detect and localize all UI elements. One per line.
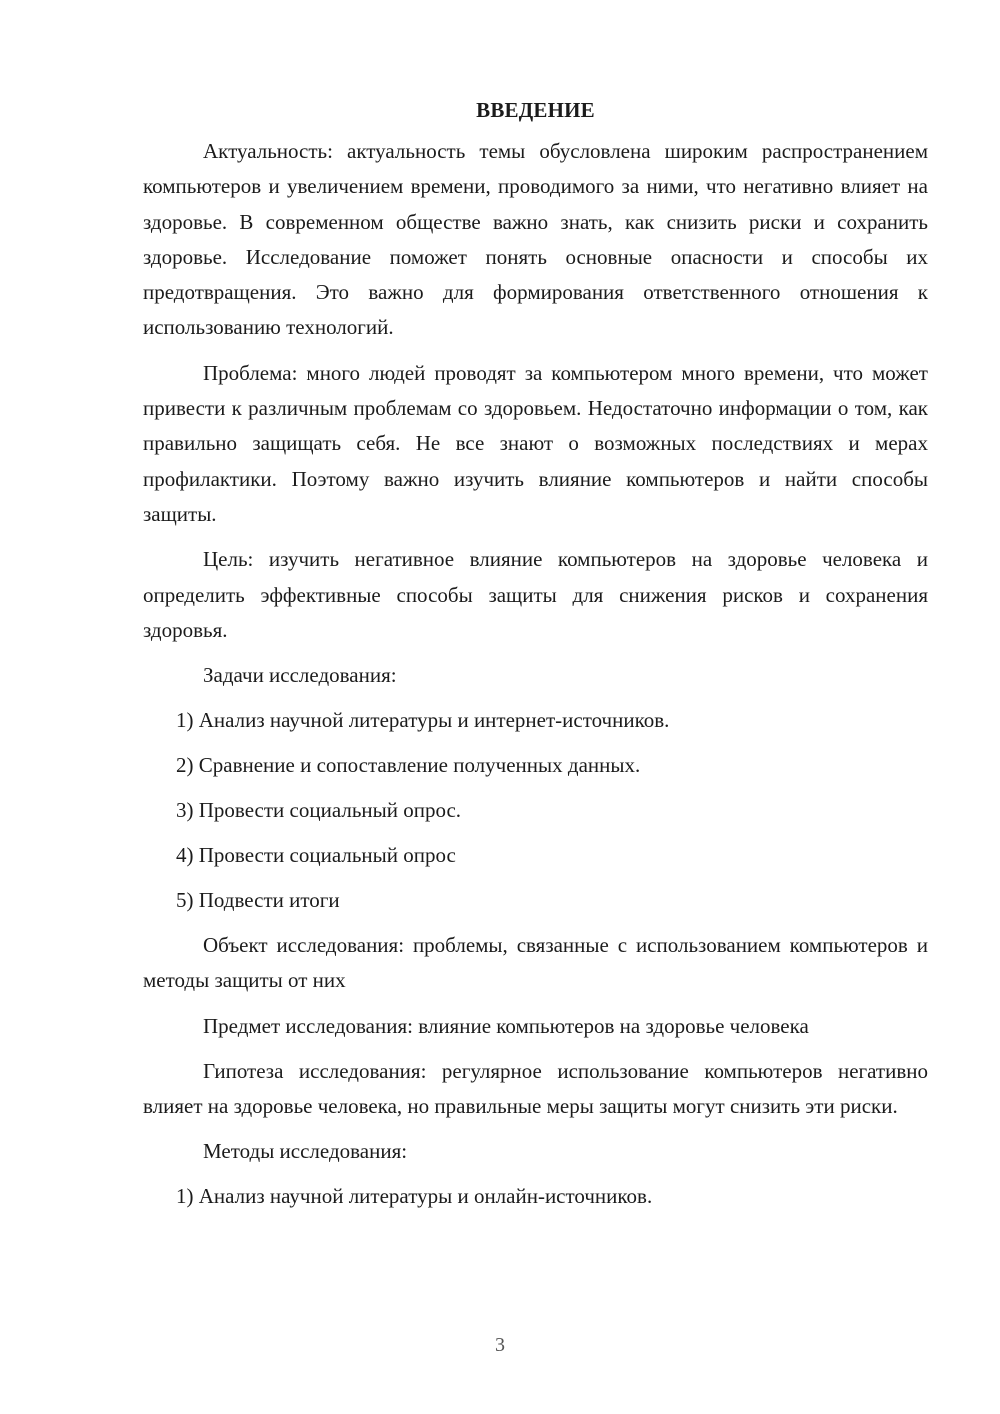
list-item: 4) Провести социальный опрос <box>176 843 456 868</box>
document-page <box>143 96 928 1224</box>
goal-paragraph: Цель: изучить негативное влияние компьютеров на здоровье человека и определить эффективные способы защиты для снижения рисков и сохранения здоровья. <box>143 547 928 642</box>
subject-paragraph: Предмет исследования: влияние компьютеров на здоровье человека <box>203 1013 809 1038</box>
list-item: 1) Анализ научной литературы и онлайн-источников. <box>176 1184 653 1209</box>
methods-list <box>143 1179 928 1214</box>
page-number: 3 <box>495 1334 505 1356</box>
relevance-paragraph: Актуальность: актуальность темы обусловлена широким распространением компьютеров и увеличением времени, проводимого за ними, что негативно влияет на здоровье. В современном обществе важно знать, как снизить риски и сохранить здоровье. Исследование поможет понять основные опасности и способы их предотвращения. Это важно для формирования ответственного отношения к использованию технологий. <box>143 139 928 340</box>
tasks-list <box>143 703 928 918</box>
list-item: 2) Сравнение и сопоставление полученных данных. <box>176 753 641 778</box>
tasks-heading: Задачи исследования: <box>203 663 397 688</box>
problem-paragraph: Проблема: много людей проводят за компьютером много времени, что может привести к различным проблемам со здоровьем. Недостаточно информации о том, как правильно защищать себя. Не все знают о возможных последствиях и мерах профилактики. Поэтому важно изучить влияние компьютеров и найти способы защиты. <box>143 360 928 526</box>
methods-heading: Методы исследования: <box>203 1139 408 1164</box>
object-paragraph: Объект исследования: проблемы, связанные с использованием компьютеров и методы защиты от них <box>143 933 928 993</box>
list-item: 5) Подвести итоги <box>176 888 340 913</box>
hypothesis-paragraph: Гипотеза исследования: регулярное использование компьютеров негативно влияет на здоровье человека, но правильные меры защиты могут снизить эти риски. <box>143 1058 928 1119</box>
section-title: ВВЕДЕНИЕ <box>476 98 595 122</box>
list-item: 1) Анализ научной литературы и интернет-источников. <box>176 708 670 733</box>
list-item: 3) Провести социальный опрос. <box>176 798 462 823</box>
